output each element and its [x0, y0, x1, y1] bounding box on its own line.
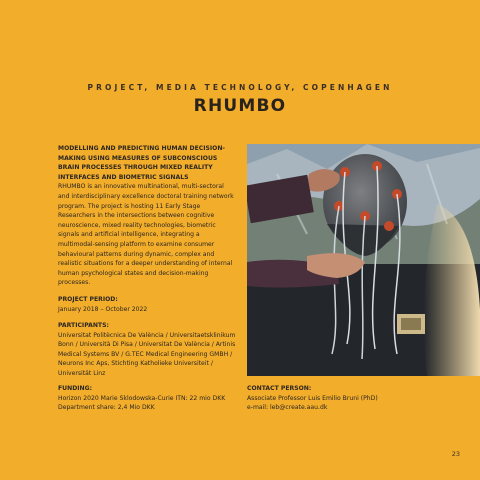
eeg-headset-photo	[247, 144, 480, 376]
project-period-label: PROJECT PERIOD:	[58, 295, 118, 303]
intro-body: RHUMBO is an innovative multinational, multi-sectoral and interdisciplinary excellence doctoral training network program. The project is hosting 11 Early Stage Researchers in the intersections between cognitive neuroscience, mixed reality technologies, biometric signals and artificial intelligence, integrating a multimodal-sensing platform to examine consumer behavioural patterns during dynamic, complex and realistic situations for a deeper understanding of internal human psychological states and decision-making processes.	[58, 183, 234, 287]
participants-section	[58, 321, 236, 379]
contact-section	[247, 384, 427, 413]
funding-section	[58, 384, 233, 413]
contact-label: CONTACT PERSON:	[247, 385, 312, 392]
page-title: RHUMBO	[193, 96, 287, 116]
participants-label: PARTICIPANTS:	[58, 322, 109, 330]
project-period-value: January 2018 – October 2022	[58, 305, 148, 313]
intro-heading: MODELLING AND PREDICTING HUMAN DECISION-MAKING USING MEASURES OF SUBCONSCIOUS BRAIN PROCESSES THROUGH MIXED REALITY INTERFACES AND BIOMETRIC SIGNALS	[58, 145, 225, 181]
contact-name: Associate Professor Luis Emilio Bruni (PhD)	[247, 394, 378, 402]
funding-line-2: Department share: 2,4 Mio DKK	[58, 404, 155, 412]
page-number: 23	[451, 450, 460, 458]
contact-email: e-mail: leb@create.aau.dk	[247, 404, 328, 412]
project-photo	[247, 144, 480, 376]
funding-line-1: Horizon 2020 Marie Sklodowska-Curie ITN: 22 mio DKK	[58, 394, 226, 402]
project-period-section	[58, 295, 236, 314]
participants-value: Universitat Politècnica De València / Universitaetsklinikum Bonn / Università Di Pisa / Universitat De València / Artinis Medical Systems BV / G.TEC Medical Engineering GMBH / Neurons Inc Aps, Stichting Katholieke Universiteit / Universität Linz	[58, 331, 236, 378]
funding-label: FUNDING:	[58, 385, 93, 392]
project-description	[58, 144, 236, 379]
page-kicker: PROJECT, MEDIA TECHNOLOGY, COPENHAGEN	[87, 83, 393, 92]
